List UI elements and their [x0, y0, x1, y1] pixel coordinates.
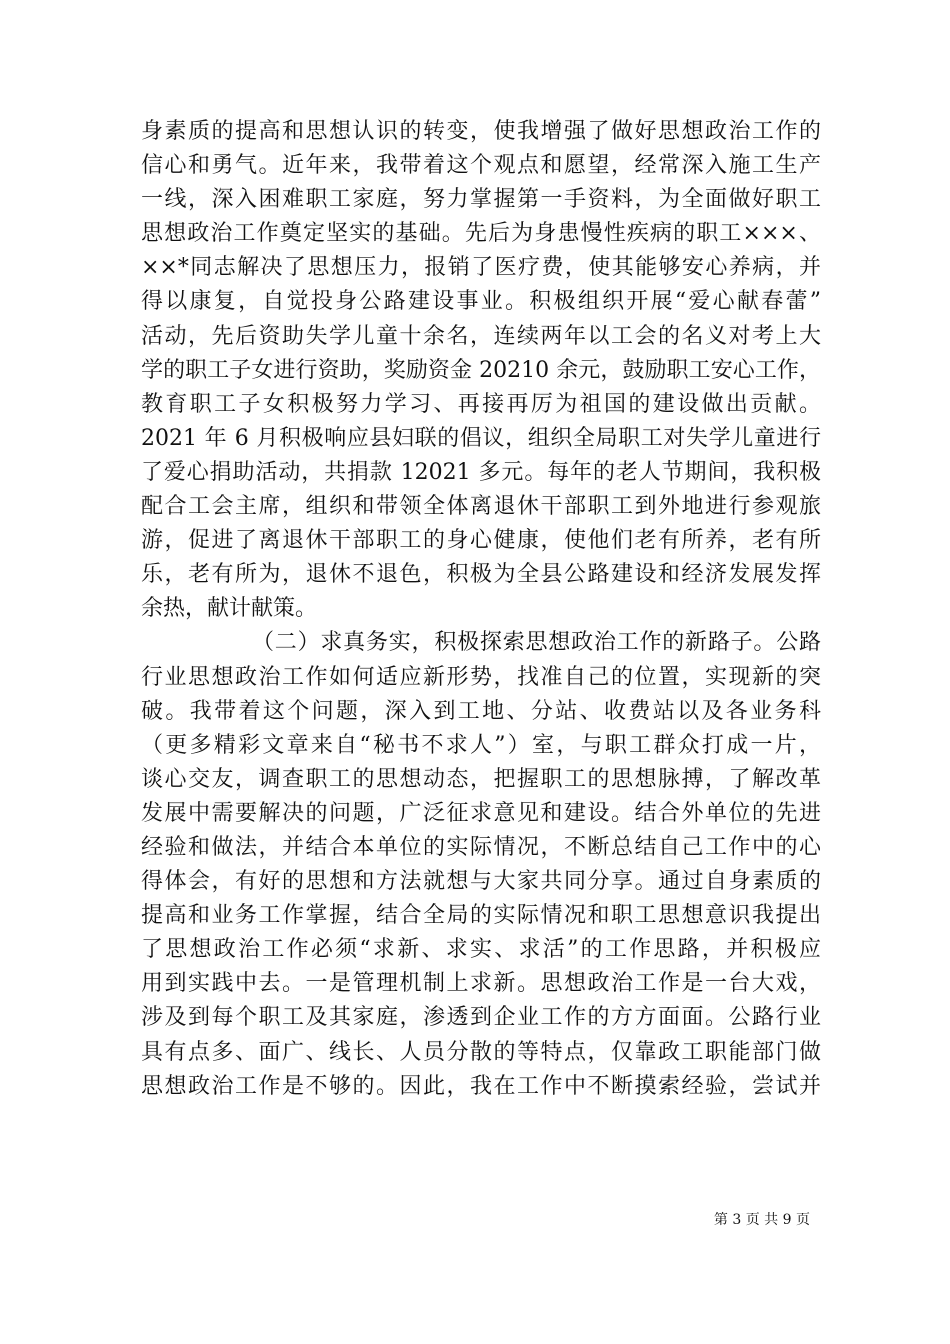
text-line: （二）求真务实，积极探索思想政治工作的新路子。公路	[252, 630, 821, 656]
text-line: 谈心交友，调查职工的思想动态，把握职工的思想脉搏，了解改革	[141, 766, 821, 792]
text-line: 发展中需要解决的问题，广泛征求意见和建设。结合外单位的先进	[141, 800, 821, 826]
paragraph-2	[141, 626, 821, 1103]
paragraph-1	[141, 115, 821, 626]
text-line: 配合工会主席，组织和带领全体离退休干部职工到外地进行参观旅	[141, 494, 821, 520]
text-line: 身素质的提高和思想认识的转变，使我增强了做好思想政治工作的	[141, 119, 821, 144]
text-line: 用到实践中去。一是管理机制上求新。思想政治工作是一台大戏，	[141, 971, 821, 997]
text-line: 活动，先后资助失学儿童十余名，连续两年以工会的名义对考上大	[141, 323, 821, 349]
body-text	[141, 115, 821, 1104]
text-line: 破。我带着这个问题，深入到工地、分站、收费站以及各业务科	[141, 698, 821, 724]
text-line: 乐，老有所为，退休不退色，积极为全县公路建设和经济发展发挥	[141, 562, 821, 588]
text-line: 行业思想政治工作如何适应新形势，找准自己的位置，实现新的突	[141, 664, 821, 690]
text-line: （更多精彩文章来自“秘书不求人”）室，与职工群众打成一片，	[141, 732, 821, 758]
text-line: 教育职工子女积极努力学习、再接再厉为祖国的建设做出贡献。	[141, 391, 821, 417]
text-line: 涉及到每个职工及其家庭，渗透到企业工作的方方面面。公路行业	[141, 1005, 821, 1031]
text-line: 2021 年 6 月积极响应县妇联的倡议，组织全局职工对失学儿童进行	[141, 425, 821, 451]
text-line: 一线，深入困难职工家庭，努力掌握第一手资料，为全面做好职工	[141, 187, 821, 213]
text-line: 信心和勇气。近年来，我带着这个观点和愿望，经常深入施工生产	[141, 153, 821, 179]
text-line: 游，促进了离退休干部职工的身心健康，使他们老有所养，老有所	[141, 528, 821, 554]
page-number-footer: 第 3 页 共 9 页	[713, 1212, 810, 1228]
text-line: 学的职工子女进行资助，奖励资金 20210 余元，鼓励职工安心工作，	[141, 357, 821, 383]
text-line: 具有点多、面广、线长、人员分散的等特点，仅靠政工职能部门做	[141, 1039, 821, 1065]
text-line: 经验和做法，并结合本单位的实际情况，不断总结自己工作中的心	[141, 834, 821, 860]
text-line: 得体会，有好的思想和方法就想与大家共同分享。通过自身素质的	[141, 869, 821, 895]
text-line: 余热，献计献策。	[141, 596, 318, 622]
text-line: 得以康复，自觉投身公路建设事业。积极组织开展“爱心献春蕾”	[141, 289, 821, 315]
text-line: ××*同志解决了思想压力，报销了医疗费，使其能够安心养病，并	[141, 255, 821, 281]
text-line: 思想政治工作是不够的。因此，我在工作中不断摸索经验，尝试并	[141, 1073, 821, 1099]
text-line: 思想政治工作奠定坚实的基础。先后为身患慢性疾病的职工×××、	[141, 221, 821, 247]
text-line: 了思想政治工作必须“求新、求实、求活”的工作思路，并积极应	[141, 937, 821, 963]
text-line: 了爱心捐助活动，共捐款 12021 多元。每年的老人节期间，我积极	[141, 459, 821, 485]
text-line: 提高和业务工作掌握，结合全局的实际情况和职工思想意识我提出	[141, 903, 821, 929]
